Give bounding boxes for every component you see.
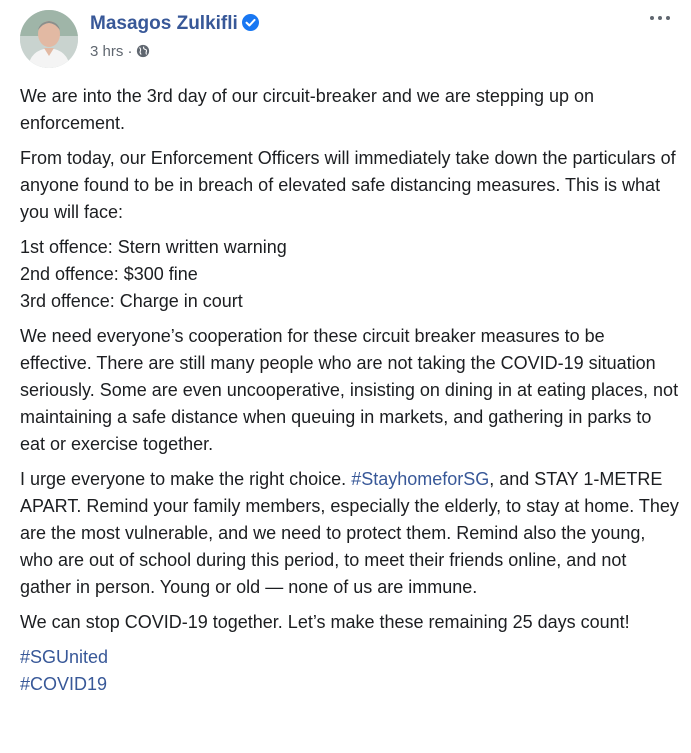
hashtag-link[interactable]: #StayhomeforSG (351, 469, 490, 489)
hashtag-link[interactable]: #SGUnited (20, 647, 109, 667)
more-options-icon[interactable] (647, 12, 673, 24)
avatar[interactable] (20, 10, 78, 68)
offence-item: 3rd offence: Charge in court (20, 291, 243, 311)
offence-item: 1st offence: Stern written warning (20, 237, 287, 257)
offence-list (20, 234, 680, 315)
offence-item: 2nd offence: $300 fine (20, 264, 198, 284)
post-header (0, 0, 691, 80)
paragraph-closing: We can stop COVID-19 together. Let’s make these remaining 25 days count! (20, 612, 630, 632)
author-name-row (90, 13, 259, 35)
paragraph-urge (20, 466, 680, 601)
hashtag-list (20, 644, 680, 698)
paragraph-cooperation: We need everyone’s cooperation for these circuit breaker measures to be effective. There are still many people who are not taking the COVID-19 situation seriously. Some are even uncooperative, insisting on dining in at eating places, not maintaining a safe distance when queuing in markets, and gathering in parks to eat or exercise together. (20, 326, 679, 454)
globe-icon[interactable] (136, 44, 150, 58)
urge-text-end: , and STAY 1-METRE APART. Remind your family members, especially the elderly, to stay at home. They are the most vulnerable, and we need to protect them. Remind also the young, who are out of school during this period, to meet their friends online, and not gather in person. Young or old — none of us are immune. (20, 469, 679, 597)
post-timestamp[interactable]: 3 hrs (90, 43, 124, 60)
author-name[interactable]: Masagos Zulkifli (90, 13, 238, 34)
avatar-image (20, 10, 78, 68)
paragraph-intro: We are into the 3rd day of our circuit-breaker and we are stepping up on enforcement. (20, 86, 594, 133)
verified-badge-icon (242, 14, 259, 31)
post-text (20, 83, 680, 706)
post-meta (90, 43, 150, 60)
urge-text-start: I urge everyone to make the right choice. (20, 469, 352, 489)
hashtag-link[interactable]: #COVID19 (20, 674, 108, 694)
meta-separator: · (127, 43, 133, 60)
paragraph-enforcement: From today, our Enforcement Officers will immediately take down the particulars of anyone found to be in breach of elevated safe distancing measures. This is what you will face: (20, 148, 676, 222)
